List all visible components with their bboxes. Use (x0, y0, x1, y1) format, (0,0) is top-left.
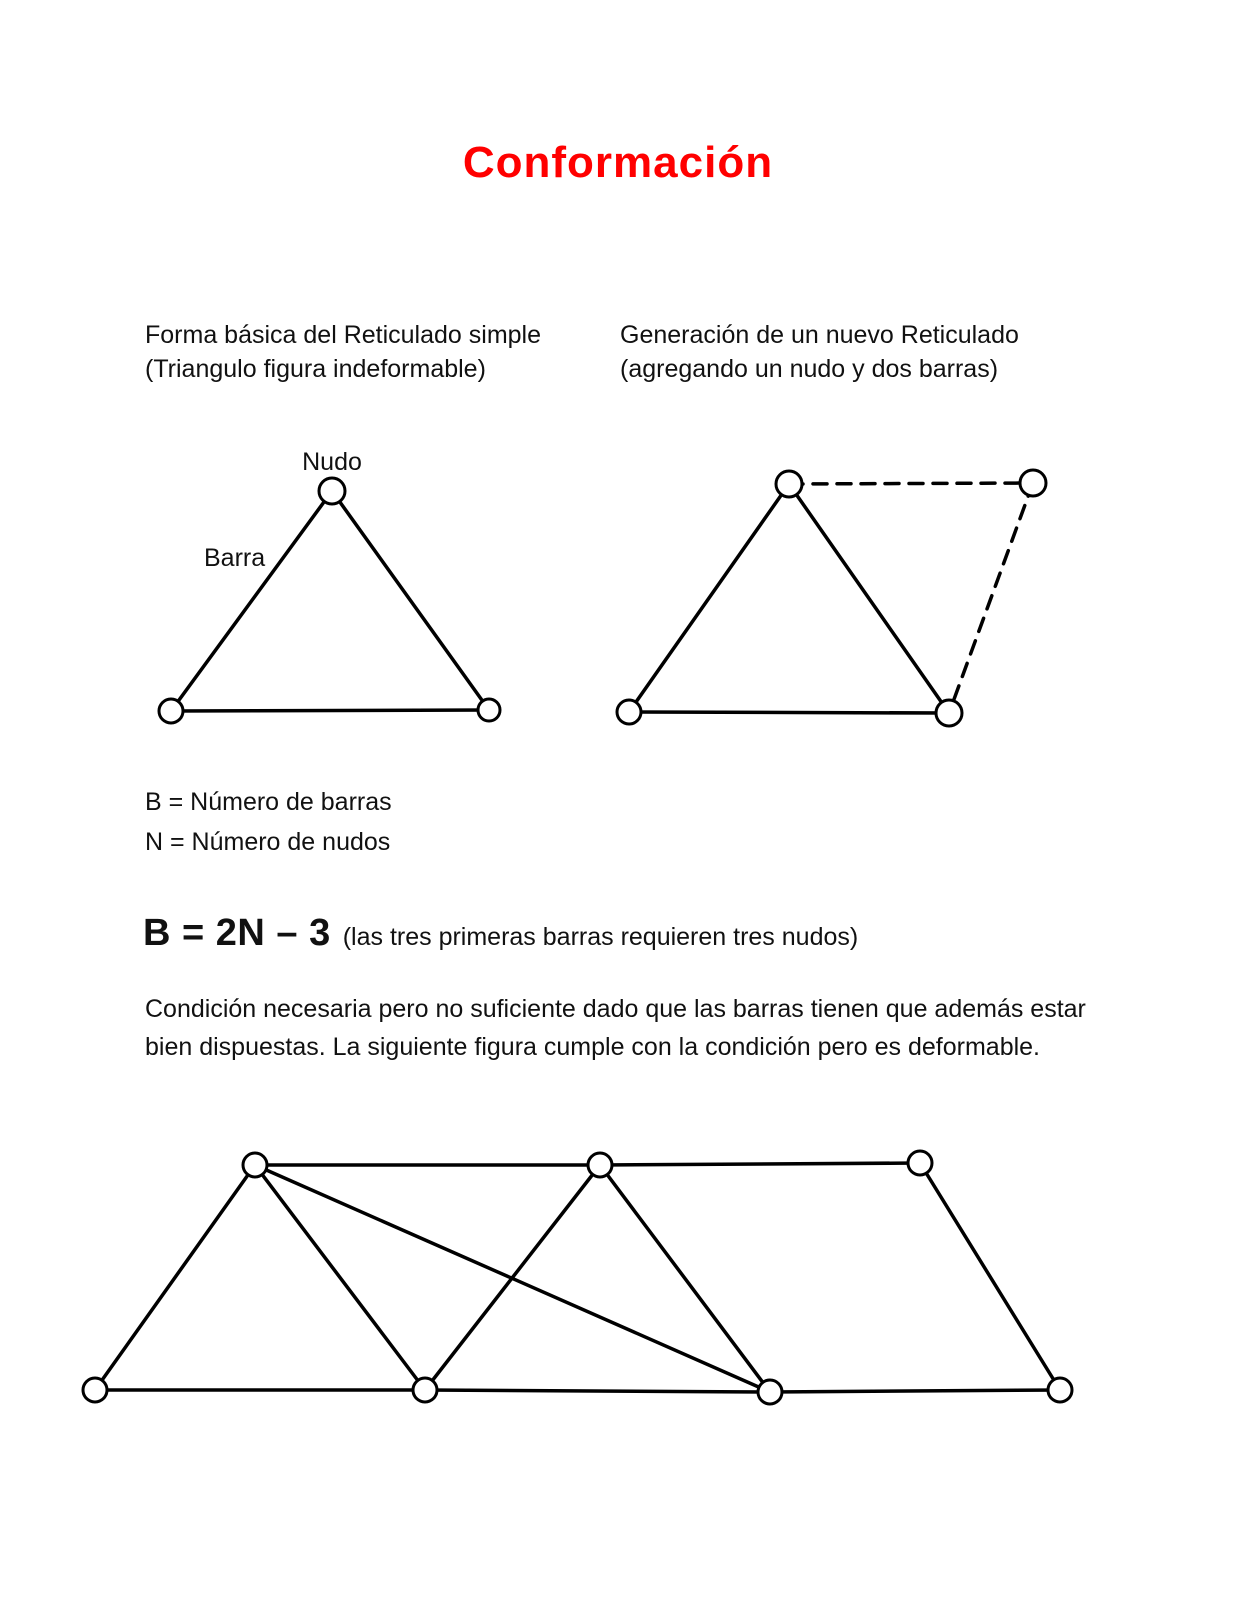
nudo-label: Nudo (302, 448, 362, 476)
bar-line (255, 1165, 425, 1390)
node-circle (243, 1153, 267, 1177)
definition-bars: B = Número de barras (145, 788, 392, 816)
bar-line (629, 712, 949, 713)
bar-line (425, 1165, 600, 1390)
condition-paragraph (145, 990, 1105, 1066)
definitions-block (145, 782, 392, 862)
node-circle (1048, 1378, 1072, 1402)
bar-line (425, 1390, 770, 1392)
new-bar-dashed-line (949, 483, 1033, 713)
left-heading-line1: Forma básica del Reticulado simple (145, 321, 542, 349)
node-circle (758, 1380, 782, 1404)
barra-label: Barra (204, 544, 266, 572)
bar-line (920, 1163, 1060, 1390)
node-circle (1020, 470, 1046, 496)
bar-line (95, 1165, 255, 1390)
node-circle (478, 699, 500, 721)
bar-line (332, 491, 489, 710)
right-heading-line1: Generación de un nuevo Reticulado (620, 321, 1019, 349)
new-bar-dashed-line (789, 483, 1033, 484)
page-title: Conformación (462, 138, 774, 187)
right-heading-line2: (agregando un nudo y dos barras) (620, 355, 999, 383)
deformable-truss-diagram (50, 1120, 1120, 1440)
bar-line (171, 491, 332, 711)
definition-nodes: N = Número de nudos (145, 828, 391, 856)
bar-line (789, 484, 949, 713)
node-circle (588, 1153, 612, 1177)
formula-expression: B = 2N – 3 (143, 912, 331, 954)
node-circle (776, 471, 802, 497)
node-circle (159, 699, 183, 723)
condition-line1: Condición necesaria pero no suficiente dado que las barras tienen que además estar (145, 995, 1086, 1023)
formula-note: (las tres primeras barras requieren tres nudos) (342, 923, 859, 951)
bar-line (600, 1165, 770, 1392)
node-circle (413, 1378, 437, 1402)
basic-triangle-diagram (90, 430, 560, 750)
left-heading-line2: (Triangulo figura indeformable) (145, 355, 486, 383)
node-circle (908, 1151, 932, 1175)
bar-line (770, 1390, 1060, 1392)
extended-truss-diagram (590, 430, 1090, 750)
condition-line2: bien dispuestas. La siguiente figura cumple con la condición pero es deformable. (145, 1033, 1040, 1061)
node-circle (319, 478, 345, 504)
bar-line (600, 1163, 920, 1165)
bar-line (629, 484, 789, 712)
node-circle (83, 1378, 107, 1402)
right-column-heading (620, 318, 1019, 386)
node-circle (936, 700, 962, 726)
node-circle (617, 700, 641, 724)
formula-block (143, 912, 858, 955)
bar-line (171, 710, 489, 711)
left-column-heading (145, 318, 541, 386)
